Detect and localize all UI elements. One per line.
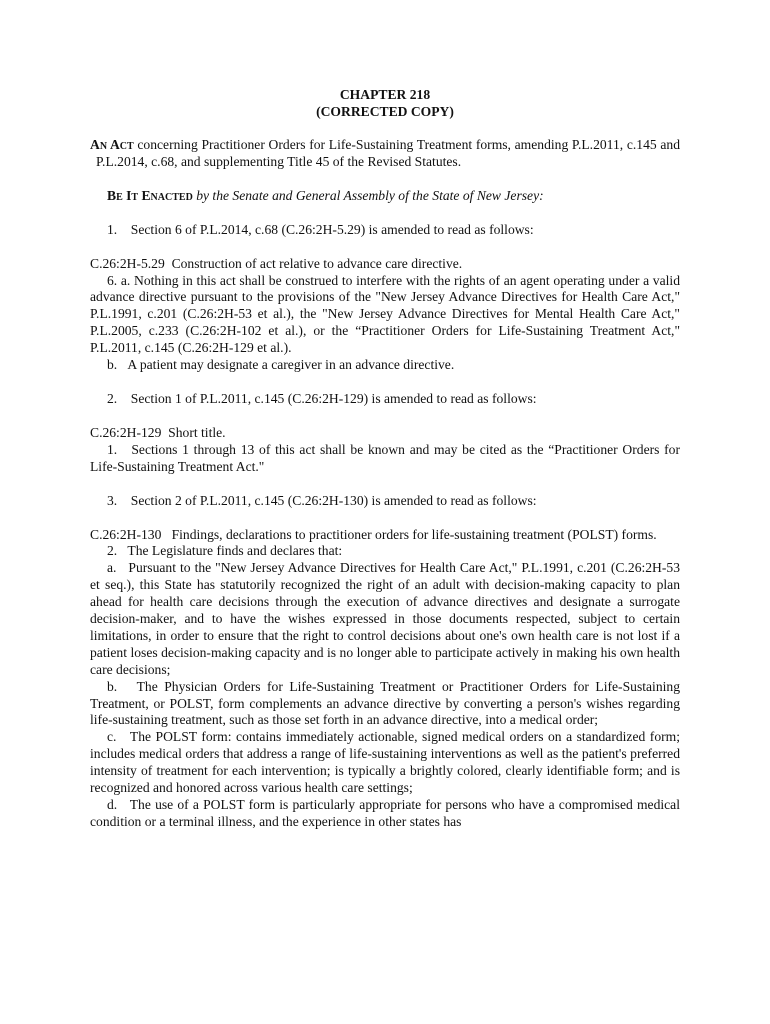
section-1-citation: C.26:2H-5.29 Construction of act relative to advance care directive.	[90, 255, 463, 271]
section-3-paragraph-c: c. The POLST form: contains immediately actionable, signed medical orders on a standardized form; includes medical orders that address a range of life-sustaining interventions as well as the patient's preferred intensity of treatment for each intervention; is typically a brightly colored, clearly identifiable form; and is recognized and honored across various health care settings;	[90, 729, 680, 796]
enacting-clause	[90, 188, 680, 205]
act-title-lead: An Act	[90, 137, 134, 152]
chapter-title: CHAPTER 218	[339, 87, 431, 102]
section-3-heading: 3. Section 2 of P.L.2011, c.145 (C.26:2H-130) is amended to read as follows:	[107, 492, 537, 508]
section-2-body: 1. Sections 1 through 13 of this act shall be known and may be cited as the “Practitioner Orders for Life-Sustaining Treatment Act."	[90, 441, 680, 474]
section-3-paragraph-a: a. Pursuant to the "New Jersey Advance Directives for Health Care Act," P.L.1991, c.201 (C.26:2H-53 et seq.), this State has statutorily recognized the right of an adult with decision-making capacity to plan ahead for health care decisions through the execution of advance directives and designate a surrogate decision-maker, and to have the wishes expressed in those documents respected, subject to certain limitations, in order to ensure that the right to control decisions about one's own health care is not lost if a patient loses decision-making capacity and is no longer able to participate actively in making his own health care decisions;	[90, 560, 680, 677]
enacting-lead: Be It Enacted	[107, 187, 193, 203]
section-3-intro: 2. The Legislature finds and declares that:	[107, 543, 343, 559]
section-2-citation: C.26:2H-129 Short title.	[90, 424, 226, 440]
act-title	[90, 137, 680, 171]
corrected-copy-label: (CORRECTED COPY)	[316, 104, 454, 119]
section-1-heading: 1. Section 6 of P.L.2014, c.68 (C.26:2H-5.29) is amended to read as follows:	[107, 221, 534, 237]
section-2-heading: 2. Section 1 of P.L.2011, c.145 (C.26:2H-129) is amended to read as follows:	[107, 390, 537, 406]
section-3-paragraph-d: d. The use of a POLST form is particularly appropriate for persons who have a compromised medical condition or a terminal illness, and the experience in other states has	[90, 797, 680, 829]
act-title-text: concerning Practitioner Orders for Life-Sustaining Treatment forms, amending P.L.2011, c.145 and P.L.2014, c.68, and supplementing Title 45 of the Revised Statutes.	[96, 137, 680, 169]
document-body	[90, 86, 680, 831]
section-3-citation: C.26:2H-130 Findings, declarations to practitioner orders for life-sustaining treatment (POLST) forms.	[90, 526, 657, 542]
section-1-paragraph-a: 6. a. Nothing in this act shall be construed to interfere with the rights of an agent operating under a valid advance directive pursuant to the provisions of the "New Jersey Advance Directives for Health Care Act," P.L.1991, c.201 (C.26:2H-53 et al.), the "New Jersey Advance Directives for Mental Health Care Act," P.L.2005, c.233 (C.26:2H-102 et al.), or the “Practitioner Orders for Life-Sustaining Treatment Act," P.L.2011, c.145 (C.26:2H-129 et al.).	[90, 272, 680, 356]
section-3-paragraph-b: b. The Physician Orders for Life-Sustaining Treatment or Practitioner Orders for Life-Sustaining Treatment, or POLST, form complements an advance directive by converting a person's wishes regarding life-sustaining treatment, such as those set forth in an advance directive, into a medical order;	[90, 678, 680, 728]
section-1-paragraph-b: b. A patient may designate a caregiver in an advance directive.	[107, 357, 455, 373]
enacting-text: by the Senate and General Assembly of the State of New Jersey:	[192, 187, 544, 203]
